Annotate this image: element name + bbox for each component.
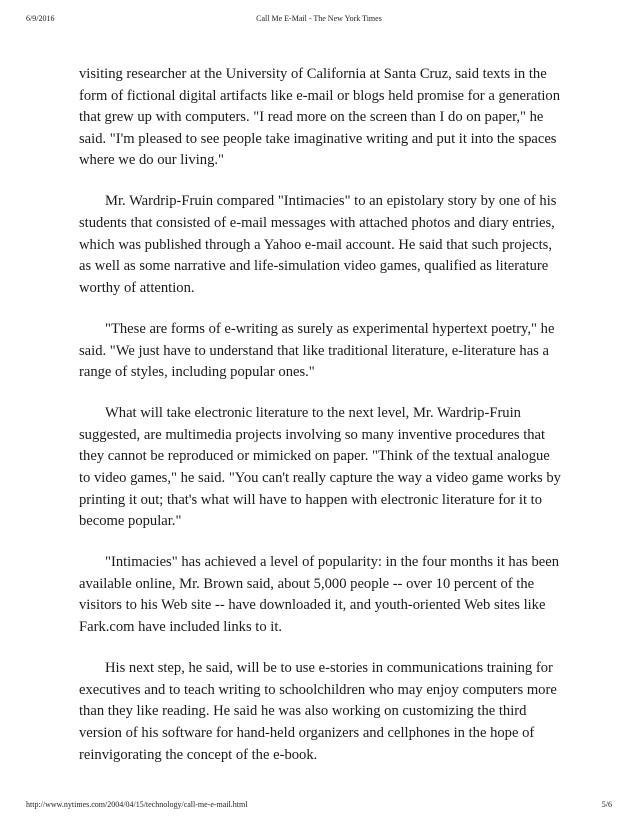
print-date: 6/9/2016 — [26, 14, 55, 23]
article-paragraph-5: "Intimacies" has achieved a level of popularity: in the four months it has been available online, Mr. Brown said, about 5,000 people -- over 10 percent of the visitors to his Web site -- have downloaded it, and youth-oriented Web sites like Fark.com have included links to it. — [79, 554, 560, 636]
article-paragraph-3: "These are forms of e-writing as surely as experimental hypertext poetry," he said. "We just have to understand that like traditional literature, e-literature has a range of styles, including popular ones." — [79, 320, 555, 381]
article-paragraph-6: His next step, he said, will be to use e-stories in communications training for executives and to teach writing to schoolchildren who may enjoy computers more than they like reading. He said he was also working on customizing the third version of his software for hand-held organizers and cellphones in the hope of reinvigorating the concept of the e-book. — [79, 660, 557, 763]
print-footer — [26, 800, 612, 812]
document-title: Call Me E-Mail - The New York Times — [256, 14, 382, 23]
article-paragraph-4: What will take electronic literature to the next level, Mr. Wardrip-Fruin suggested, are multimedia projects involving so many inventive procedures that they cannot be reproduced or mimicked on paper. "Think of the textual analogue to video games," he said. "You can't really capture the way a video game works by printing it out; that's what will have to happen with electronic literature for it to become popular." — [79, 405, 561, 530]
page-url: http://www.nytimes.com/2004/04/15/technology/call-me-e-mail.html — [26, 800, 248, 809]
print-header — [26, 14, 612, 26]
page-number: 5/6 — [601, 800, 612, 809]
article-paragraph-2: Mr. Wardrip-Fruin compared "Intimacies" to an epistolary story by one of his students that consisted of e-mail messages with attached photos and diary entries, which was published through a Yahoo e-mail account. He said that such projects, as well as some narrative and life-simulation video games, qualified as literature worthy of attention. — [79, 193, 557, 296]
article-body — [79, 64, 564, 786]
article-paragraph-1: visiting researcher at the University of California at Santa Cruz, said texts in the form of fictional digital artifacts like e-mail or blogs held promise for a generation that grew up with computers. "I read more on the screen than I do on paper," he said. "I'm pleased to see people take imaginative writing and put it into the spaces where we do our living." — [79, 66, 561, 169]
